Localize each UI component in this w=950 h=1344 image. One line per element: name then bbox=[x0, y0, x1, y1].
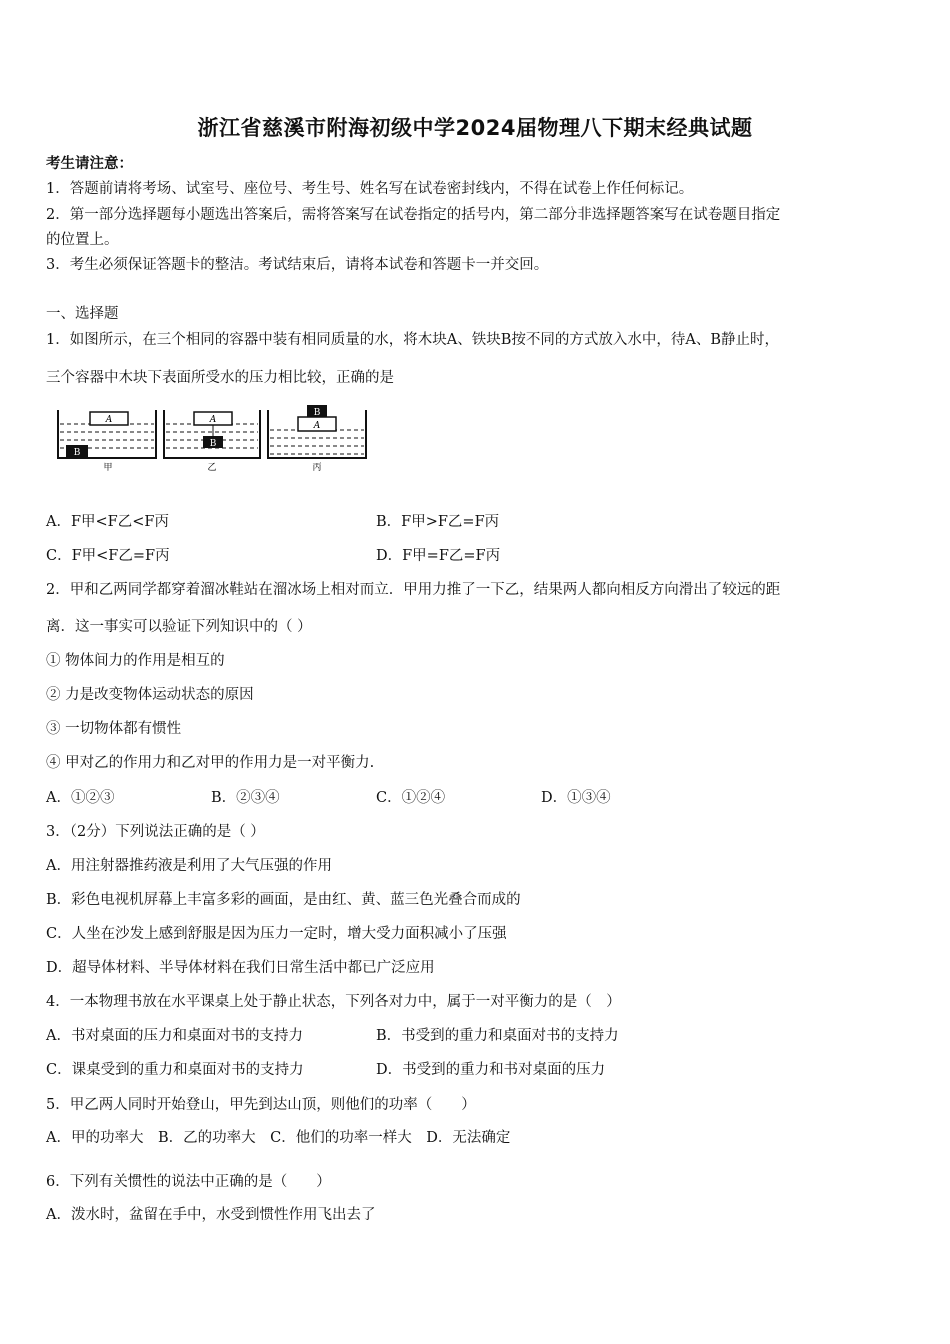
block-b-label-bing: B bbox=[313, 408, 321, 418]
q4-stem: 4．一本物理书放在水平课桌上处于静止状态，下列各对力中，属于一对平衡力的是（ ） bbox=[46, 994, 621, 1010]
q4-option-a[interactable]: A．书对桌面的压力和桌面对书的支持力 bbox=[46, 1028, 303, 1044]
q2-option-a[interactable]: A．①②③ bbox=[46, 790, 115, 806]
block-a-label-jia: A bbox=[105, 415, 113, 425]
q4-option-c[interactable]: C．课桌受到的重力和桌面对书的支持力 bbox=[46, 1062, 304, 1078]
q3-option-b[interactable]: B．彩色电视机屏幕上丰富多彩的画面，是由红、黄、蓝三色光叠合而成的 bbox=[46, 892, 521, 908]
page-title: 浙江省慈溪市附海初级中学2024届物理八下期末经典试题 bbox=[197, 116, 753, 140]
q6-option-a[interactable]: A．泼水时，盆留在手中，水受到惯性作用飞出去了 bbox=[46, 1207, 376, 1223]
q1-stem-line1: 1．如图所示，在三个相同的容器中装有相同质量的水，将木块A、铁块B按不同的方式放入水中，待A、B静止时， bbox=[46, 332, 779, 348]
q2-option-c[interactable]: C．①②④ bbox=[376, 790, 446, 806]
q1-option-d[interactable] bbox=[376, 544, 500, 565]
q1-option-a[interactable] bbox=[46, 510, 169, 531]
q2-statement-1: ① 物体间力的作用是相互的 bbox=[46, 653, 225, 669]
notice-heading: 考生请注意： bbox=[46, 155, 133, 172]
q1-option-b[interactable] bbox=[376, 510, 499, 531]
notice-item-3: 3．考生必须保证答题卡的整洁。考试结束后，请将本试卷和答题卡一并交回。 bbox=[46, 257, 549, 273]
block-a-label-bing: A bbox=[313, 421, 321, 431]
q2-option-b[interactable]: B．②③④ bbox=[211, 790, 280, 806]
notice-item-2: 2．第一部分选择题每小题选出答案后，需将答案写在试卷指定的括号内，第二部分非选择题答案写在试卷题目指定 bbox=[46, 207, 781, 223]
q1-stem-line2: 三个容器中木块下表面所受水的压力相比较，正确的是 bbox=[46, 370, 394, 386]
q2-statement-4: ④ 甲对乙的作用力和乙对甲的作用力是一对平衡力. bbox=[46, 755, 375, 771]
q5-options[interactable]: A．甲的功率大 B．乙的功率大 C．他们的功率一样大 D．无法确定 bbox=[46, 1130, 511, 1146]
q2-stem-line2: 离．这一事实可以验证下列知识中的（ ） bbox=[46, 619, 312, 635]
q2-statement-3: ③ 一切物体都有惯性 bbox=[46, 721, 182, 737]
q1-option-c[interactable] bbox=[46, 544, 170, 565]
q1-option-b-text: B．F甲>F乙=F丙 bbox=[376, 514, 500, 530]
container-bing bbox=[268, 405, 366, 473]
container-yi bbox=[164, 410, 260, 473]
q3-option-d[interactable]: D．超导体材料、半导体材料在我们日常生活中都已广泛应用 bbox=[46, 960, 435, 976]
section-heading: 一、选择题 bbox=[46, 306, 119, 322]
q3-stem: 3．（2分）下列说法正确的是（ ） bbox=[46, 824, 265, 840]
block-a-label-yi: A bbox=[209, 415, 217, 425]
block-b-label-yi: B bbox=[209, 439, 217, 449]
block-b-label-jia: B bbox=[73, 448, 81, 458]
notice-item-1: 1．答题前请将考场、试室号、座位号、考生号、姓名写在试卷密封线内，不得在试卷上作任何标记。 bbox=[46, 181, 694, 197]
notice-item-2-cont: 的位置上。 bbox=[46, 232, 119, 248]
q3-option-a[interactable]: A．用注射器推药液是利用了大气压强的作用 bbox=[46, 858, 332, 874]
q2-statement-2: ② 力是改变物体运动状态的原因 bbox=[46, 687, 254, 703]
q4-option-b[interactable]: B．书受到的重力和桌面对书的支持力 bbox=[376, 1028, 619, 1044]
q1-containers-figure bbox=[56, 402, 376, 482]
q1-option-c-text: C．F甲<F乙=F丙 bbox=[46, 548, 170, 564]
q2-stem-line1: 2．甲和乙两同学都穿着溜冰鞋站在溜冰场上相对而立．甲用力推了一下乙，结果两人都向相反方向滑出了较远的距 bbox=[46, 582, 781, 598]
q1-option-d-text: D．F甲=F乙=F丙 bbox=[376, 548, 501, 564]
container-jia bbox=[58, 410, 156, 473]
q6-stem: 6．下列有关惯性的说法中正确的是（ ） bbox=[46, 1174, 331, 1190]
container-label-yi: 乙 bbox=[207, 463, 217, 473]
q2-option-d[interactable]: D．①③④ bbox=[541, 790, 611, 806]
container-label-bing: 丙 bbox=[312, 463, 322, 473]
q4-option-d[interactable]: D．书受到的重力和书对桌面的压力 bbox=[376, 1062, 606, 1078]
q5-stem: 5．甲乙两人同时开始登山，甲先到达山顶，则他们的功率（ ） bbox=[46, 1097, 476, 1113]
q3-option-c[interactable]: C．人坐在沙发上感到舒服是因为压力一定时，增大受力面积减小了压强 bbox=[46, 926, 507, 942]
q1-option-a-text: A．F甲<F乙<F丙 bbox=[46, 514, 169, 530]
container-label-jia: 甲 bbox=[103, 463, 113, 473]
